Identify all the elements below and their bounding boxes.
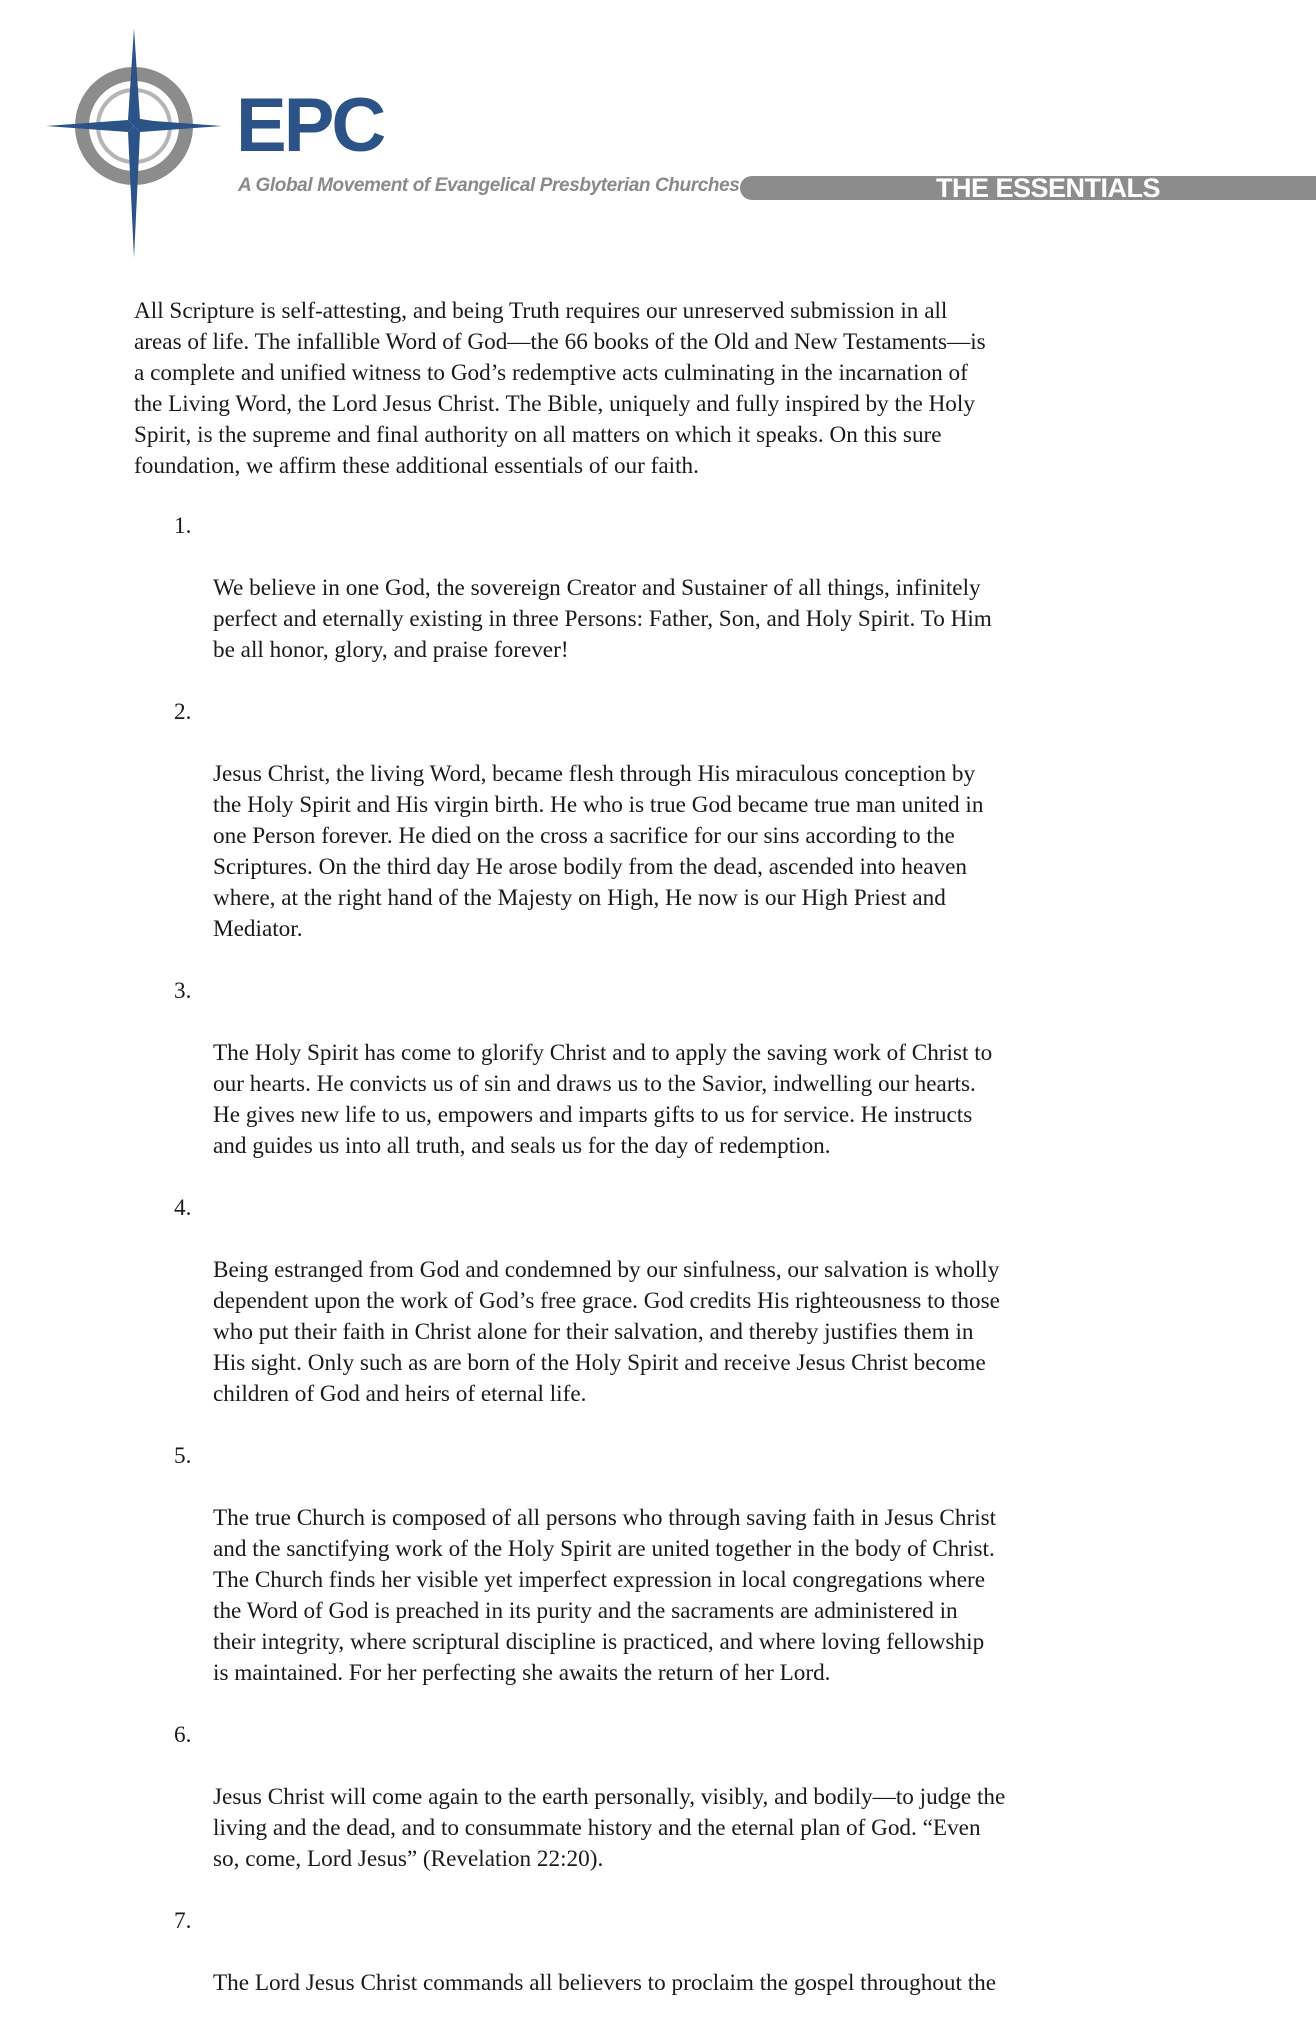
list-item-text: The Holy Spirit has come to glorify Christ and to apply the saving work of Christ to our hearts. He convicts us of sin and draws us to the Savior, indwelling our hearts. He gives new life to us, empowers and imparts gifts to us for service. He instructs and guides us into all truth, and seals us for the day of redemption. — [213, 1040, 993, 1159]
list-item-text: Being estranged from God and condemned by our sinfulness, our salvation is wholly dependent upon the work of God’s free grace. God credits His righteousness to those who put their faith in Christ alone for their salvation, and thereby justifies them in His sight. Only such as are born of the Holy Spirit and receive Jesus Christ become children of God and heirs of eternal life. — [213, 1257, 1000, 1407]
list-item — [174, 1193, 1174, 1410]
list-item-text: We believe in one God, the sovereign Creator and Sustainer of all things, infinitely perfect and eternally existing in three Persons: Father, Son, and Holy Spirit. To Him be all honor, glory, and praise forever! — [213, 575, 992, 663]
list-item-number: 6. — [174, 1722, 192, 1748]
essentials-list — [134, 511, 1174, 1999]
list-item-number: 3. — [174, 978, 192, 1004]
compass-star-ring-logo-icon — [40, 26, 230, 266]
brand-tagline: A Global Movement of Evangelical Presbyterian Churches — [238, 175, 740, 196]
list-item-number: 5. — [174, 1443, 192, 1469]
list-item — [174, 1720, 1174, 1875]
intro-paragraph: All Scripture is self-attesting, and being Truth requires our unreserved submission in all areas of life. The infallible Word of God—the 66 books of the Old and New Testaments—is a complete and unified witness to God’s redemptive acts culminating in the incarnation of the Living Word, the Lord Jesus Christ. The Bible, uniquely and fully inspired by the Holy Spirit, is the supreme and final authority on all matters on which it speaks. On this sure foundation, we affirm these additional essentials of our faith. — [134, 298, 986, 479]
list-item-number: 4. — [174, 1195, 192, 1221]
list-item-number: 7. — [174, 1908, 192, 1934]
list-item-number: 2. — [174, 699, 192, 725]
list-item-number: 1. — [174, 513, 192, 539]
list-item-text: Jesus Christ will come again to the earth personally, visibly, and bodily—to judge the living and the dead, and to consummate history and the eternal plan of God. “Even so, come, Lord Jesus” (Revelation 22:20). — [213, 1784, 1006, 1872]
list-item-text: The true Church is composed of all persons who through saving faith in Jesus Christ and the sanctifying work of the Holy Spirit are united together in the body of Christ. The Church finds her visible yet imperfect expression in local congregations where the Word of God is preached in its purity and the sacraments are administered in their integrity, where scriptural discipline is practiced, and where loving fellowship is maintained. For her perfecting she awaits the return of her Lord. — [213, 1505, 997, 1686]
section-title-bar — [740, 173, 1316, 203]
list-item — [174, 976, 1174, 1162]
brand-name: EPC — [236, 83, 384, 168]
list-item-text: Jesus Christ, the living Word, became flesh through His miraculous conception by the Holy Spirit and His virgin birth. He who is true God became true man united in one Person forever. He died on the cross a sacrifice for our sins according to the Scriptures. On the third day He arose bodily from the dead, ascended into heaven where, at the right hand of the Majesty on High, He now is our High Priest and Mediator. — [213, 761, 984, 942]
list-item — [174, 697, 1174, 945]
list-item — [174, 1441, 1174, 1689]
list-item — [174, 511, 1174, 666]
document-header — [0, 0, 1316, 270]
list-item-text: The Lord Jesus Christ commands all believers to proclaim the gospel throughout the — [213, 1970, 997, 1996]
list-item — [174, 1906, 1174, 1999]
document-body — [134, 296, 1174, 2030]
section-title: THE ESSENTIALS — [936, 173, 1161, 203]
